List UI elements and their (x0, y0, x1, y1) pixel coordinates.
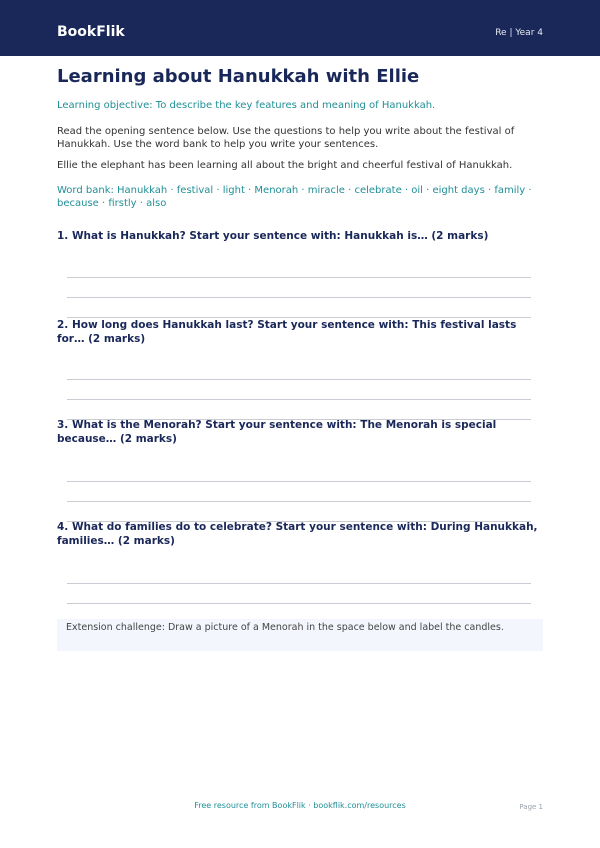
question-1: 1. What is Hanukkah? Start your sentence with: Hanukkah is… (2 marks) (57, 230, 489, 242)
learning-objective: Learning objective: To describe the key features and meaning of Hanukkah. (57, 100, 436, 111)
answer-line[interactable] (67, 583, 531, 584)
answer-line[interactable] (67, 379, 531, 380)
answer-line[interactable] (67, 603, 531, 604)
page-number: Page 1 (519, 803, 543, 811)
question-4: 4. What do families do to celebrate? Start your sentence with: During Hanukkah, families… (2 marks) (57, 521, 538, 547)
page-title: Learning about Hanukkah with Ellie (57, 66, 420, 87)
header-bar (0, 0, 600, 56)
extension-challenge-box (57, 619, 543, 651)
question-2: 2. How long does Hanukkah last? Start your sentence with: This festival lasts for… (2 marks) (57, 319, 517, 345)
instructions: Read the opening sentence below. Use the questions to help you write about the festival of Hanukkah. Use the word bank to help you write your sentences. (57, 126, 515, 150)
answer-line[interactable] (67, 481, 531, 482)
word-bank: Word bank: Hanukkah · festival · light · Menorah · miracle · celebrate · oil · eight days · family · because · firstly · also (57, 185, 532, 209)
answer-line[interactable] (67, 297, 531, 298)
question-3: 3. What is the Menorah? Start your sentence with: The Menorah is special because… (2 marks) (57, 419, 497, 445)
intro-sentence: Ellie the elephant has been learning all about the bright and cheerful festival of Hanukkah. (57, 160, 513, 171)
answer-line[interactable] (67, 501, 531, 502)
answer-line[interactable] (67, 277, 531, 278)
subject-year-label: Re | Year 4 (495, 28, 543, 38)
footer-link[interactable]: Free resource from BookFlik · bookflik.com/resources (194, 801, 406, 810)
answer-line[interactable] (67, 399, 531, 400)
extension-challenge-text: Extension challenge: Draw a picture of a Menorah in the space below and label the candles. (66, 622, 504, 633)
brand-logo[interactable]: BookFlik (57, 24, 125, 40)
